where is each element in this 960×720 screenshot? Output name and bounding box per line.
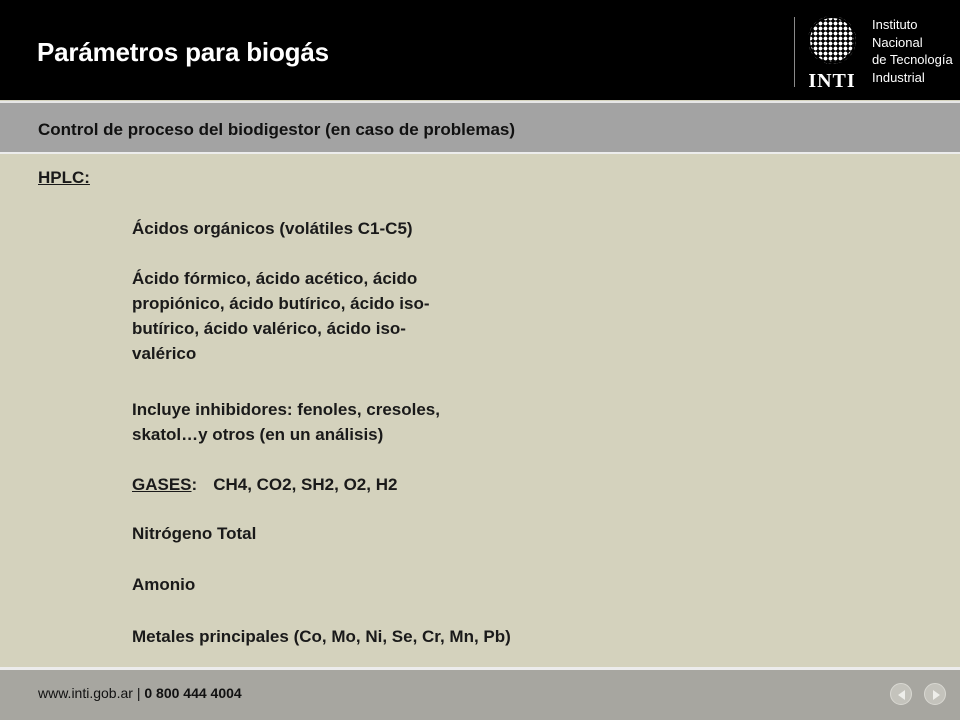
logo-line: Nacional [872, 34, 923, 50]
acidos-list-line: valérico [132, 344, 197, 363]
logo-line: Industrial [872, 69, 925, 85]
header-bar [0, 0, 960, 100]
logo-line: de Tecnología [872, 52, 953, 67]
next-arrow-icon [925, 684, 947, 706]
previous-arrow-icon [891, 684, 913, 706]
hplc-label: HPLC: [38, 168, 90, 187]
amonio-text: Amonio [132, 575, 196, 594]
inti-logo [804, 14, 860, 94]
inti-logo-grid-icon [808, 16, 856, 64]
footer-bar [0, 670, 960, 720]
footer-phone: 0 800 444 4004 [144, 685, 242, 701]
footer-url[interactable]: www.inti.gob.ar [38, 685, 133, 701]
inhibidores-line: Incluye inhibidores: fenoles, cresoles, [132, 400, 440, 419]
footer-separator-text: | [132, 685, 145, 701]
inti-logo-text [872, 16, 953, 86]
gases-colon: : [191, 475, 198, 494]
gases-line [132, 472, 397, 497]
page-title: Parámetros para biogás [37, 37, 329, 67]
acidos-organicos-text: Ácidos orgánicos (volátiles C1-C5) [132, 219, 413, 238]
logo-line: Instituto [872, 17, 918, 32]
footer-contact [38, 685, 242, 701]
inti-logo-wordmark: INTI [808, 70, 856, 92]
subheader-bar [0, 101, 960, 154]
gases-label: GASES [132, 475, 192, 494]
acidos-list-line: Ácido fórmico, ácido acético, ácido [132, 269, 418, 288]
slide-content [0, 156, 960, 668]
logo-divider [794, 17, 795, 87]
inhibidores-line: skatol…y otros (en un análisis) [132, 425, 384, 444]
previous-slide-button[interactable] [890, 683, 912, 705]
acidos-list-line: propiónico, ácido butírico, ácido iso- [132, 294, 430, 313]
nitrogeno-text: Nitrógeno Total [132, 524, 257, 543]
section-heading: Control de proceso del biodigestor (en caso de problemas) [38, 120, 516, 139]
next-slide-button[interactable] [924, 683, 946, 705]
gases-values: CH4, CO2, SH2, O2, H2 [213, 475, 398, 494]
acidos-list-line: butírico, ácido valérico, ácido iso- [132, 319, 406, 338]
metales-text: Metales principales (Co, Mo, Ni, Se, Cr, Mn, Pb) [132, 627, 511, 646]
